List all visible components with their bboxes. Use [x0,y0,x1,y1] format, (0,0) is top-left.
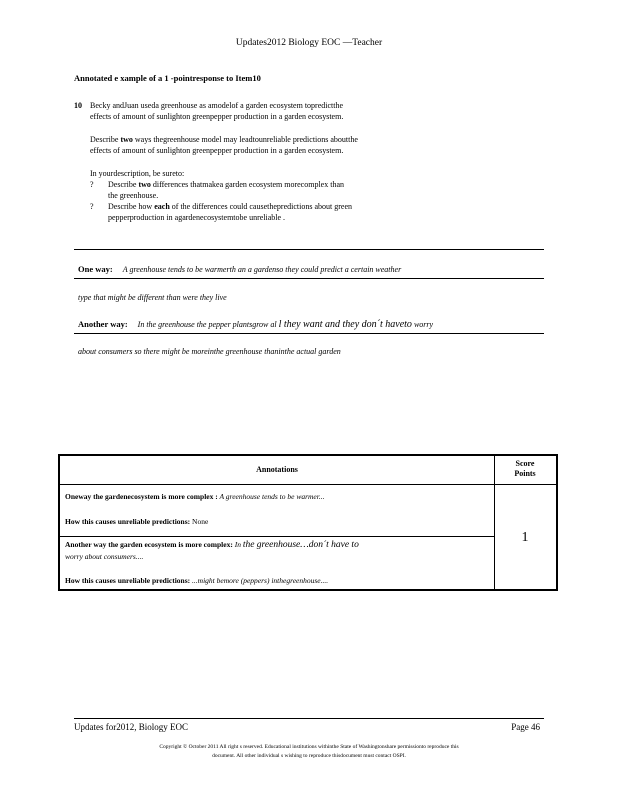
item-number: 10 [74,101,82,110]
annotation-row-1-how: How this causes unreliable predictions: None [65,517,209,526]
response-rule-2 [74,333,544,334]
item-prompt [74,100,534,223]
copyright-notice: Copyright © October 2011 All right s reserved. Educational institutions withinthe State of Washingtonshare permissionto reproduce this document. All other individual s wishing to reproduce thisdocument must contact OSPI. [159,744,459,759]
score-points-header: Score Points [514,459,536,478]
response-another-way-line-2: about consumers so there might be moreinthe greenhouse thaninthe actual garden [78,347,341,356]
annotations-header: Annotations [256,465,298,474]
response-one-way-line-1: One way: A greenhouse tends to be warmerth an a gardenso they could predict a certain weather [78,264,402,274]
page-number: Page 46 [511,722,540,732]
footer-rule [74,718,544,719]
item-paragraph-2: Describe two ways thegreenhouse model may leadtounreliable predictions aboutthe effects of amount of sunlighton greenpepper production in a garden ecosystem. [90,135,358,155]
response-top-rule [74,249,544,250]
response-another-way-line-1: Another way: In the greenhouse the pepper plantsgrow al l they want and they don´t haveto worry [78,319,434,330]
response-rule-1 [74,278,544,279]
annotation-row-2-cont: worry about consumers.... [65,552,144,561]
item-bullet-1: ? Describe two differences thatmakea garden ecosystem morecomplex than the greenhouse. [90,180,344,200]
score-value: 1 [521,530,529,545]
page-header: Updates2012 Biology EOC —Teacher [235,38,383,48]
annotated-example-title: Annotated e xample of a 1 -pointresponse to Item10 [74,73,261,83]
item-instructions-intro: In yourdescription, be sureto: [90,169,185,178]
response-one-way-line-2: type that might be different than were they live [78,293,227,302]
annotation-row-1: Oneway the gardenecosystem is more complex : A greenhouse tends to be warmer... [65,492,325,501]
item-bullet-2: ? Describe how each of the differences could causethepredictions about green pepperproduction in agardenecosystemtobe unreliable . [90,202,353,222]
annotation-row-2-how: How this causes unreliable predictions: ...might bemore (peppers) inthegreenhouse.... [65,576,329,585]
item-paragraph-1: Becky andJuan useda greenhouse as amodelof a garden ecosystem topredictthe effects of amount of sunlighton greenpepper production in a garden ecosystem. [90,101,344,121]
footer-title: Updates for2012, Biology EOC [74,722,188,732]
annotation-row-2: Another way the garden ecosystem is more complex: In the greenhouse…don´t have to [65,540,359,550]
annotations-table [58,454,558,591]
